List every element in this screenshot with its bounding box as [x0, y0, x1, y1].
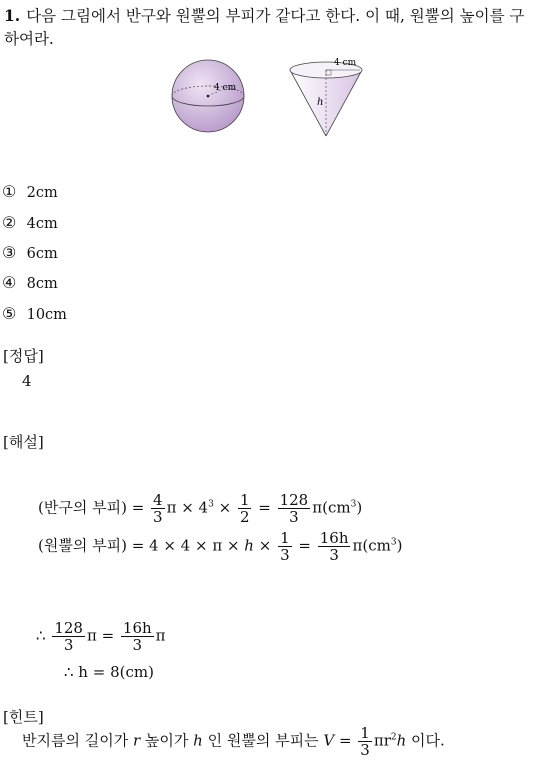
choice-number: ③ [2, 243, 17, 262]
fraction: $\frac{1}{2}$ [239, 491, 250, 526]
fraction: $\frac{1}{3}$ [280, 529, 290, 564]
question-text [4, 4, 530, 51]
cone-radius-label: 4 cm [334, 58, 357, 68]
choice-number: ⑤ [2, 304, 17, 323]
choice-5[interactable] [2, 304, 67, 324]
choice-number: ④ [2, 273, 17, 292]
hint-text: 반지름의 길이가 r 높이가 h 인 원뿔의 부피는 V = $\frac{1}{3}$ $\pi r^2h$ 이다. [22, 724, 445, 759]
fraction: $\frac{4}{3}$ [153, 491, 163, 526]
choice-text: 10cm [26, 307, 67, 323]
choice-text: 6cm [26, 246, 58, 262]
fraction: $\frac{16h}{3}$ [319, 529, 349, 564]
sphere-figure [172, 60, 244, 132]
choice-4[interactable] [2, 273, 58, 293]
choice-3[interactable] [2, 243, 58, 263]
fraction: $\frac{128}{3}$ [279, 491, 309, 526]
choice-number: ① [2, 182, 17, 201]
cone-figure [290, 62, 362, 136]
fraction: $\frac{1}{3}$ [360, 724, 370, 759]
explanation-line-hemisphere: (반구의 부피) = $\frac{4}{3}$ $\pi \times 4^3$ × $\frac{1}{2}$ = $\frac{128}{3}$ $\pi(cm^3)$ [38, 491, 363, 526]
answer-value: 4 [22, 372, 32, 390]
question-number: 1. [4, 6, 21, 25]
answer-label: [정답] [3, 347, 44, 365]
fraction: $\frac{128}{3}$ [54, 619, 83, 654]
choice-text: 8cm [26, 276, 58, 292]
choice-1[interactable] [2, 182, 58, 202]
explanation-line-equation: ∴ $\frac{128}{3}$ π = $\frac{16h}{3}$ π [36, 619, 166, 654]
figure-sphere-cone [160, 48, 380, 148]
fraction: $\frac{16h}{3}$ [122, 619, 152, 654]
explanation-line-result: ∴ h = 8(cm) [64, 663, 154, 681]
question-body: 다음 그림에서 반구와 원뿔의 부피가 같다고 한다. 이 때, 원뿔의 높이를 구하여라. [4, 7, 525, 48]
cone-height-label: h [317, 97, 324, 108]
explanation-label: [해설] [3, 433, 44, 451]
choice-text: 2cm [26, 185, 58, 201]
choice-text: 4cm [26, 216, 58, 232]
choice-number: ② [2, 213, 17, 232]
choice-2[interactable] [2, 213, 58, 233]
sphere-radius-label: 4 cm [214, 83, 237, 93]
explanation-line-cone: (원뿔의 부피) = 4 × 4 × π × h × $\frac{1}{3}$ = $\frac{16h}{3}$ $\pi(cm^3)$ [38, 529, 403, 564]
hint-label: [힌트] [3, 708, 44, 726]
